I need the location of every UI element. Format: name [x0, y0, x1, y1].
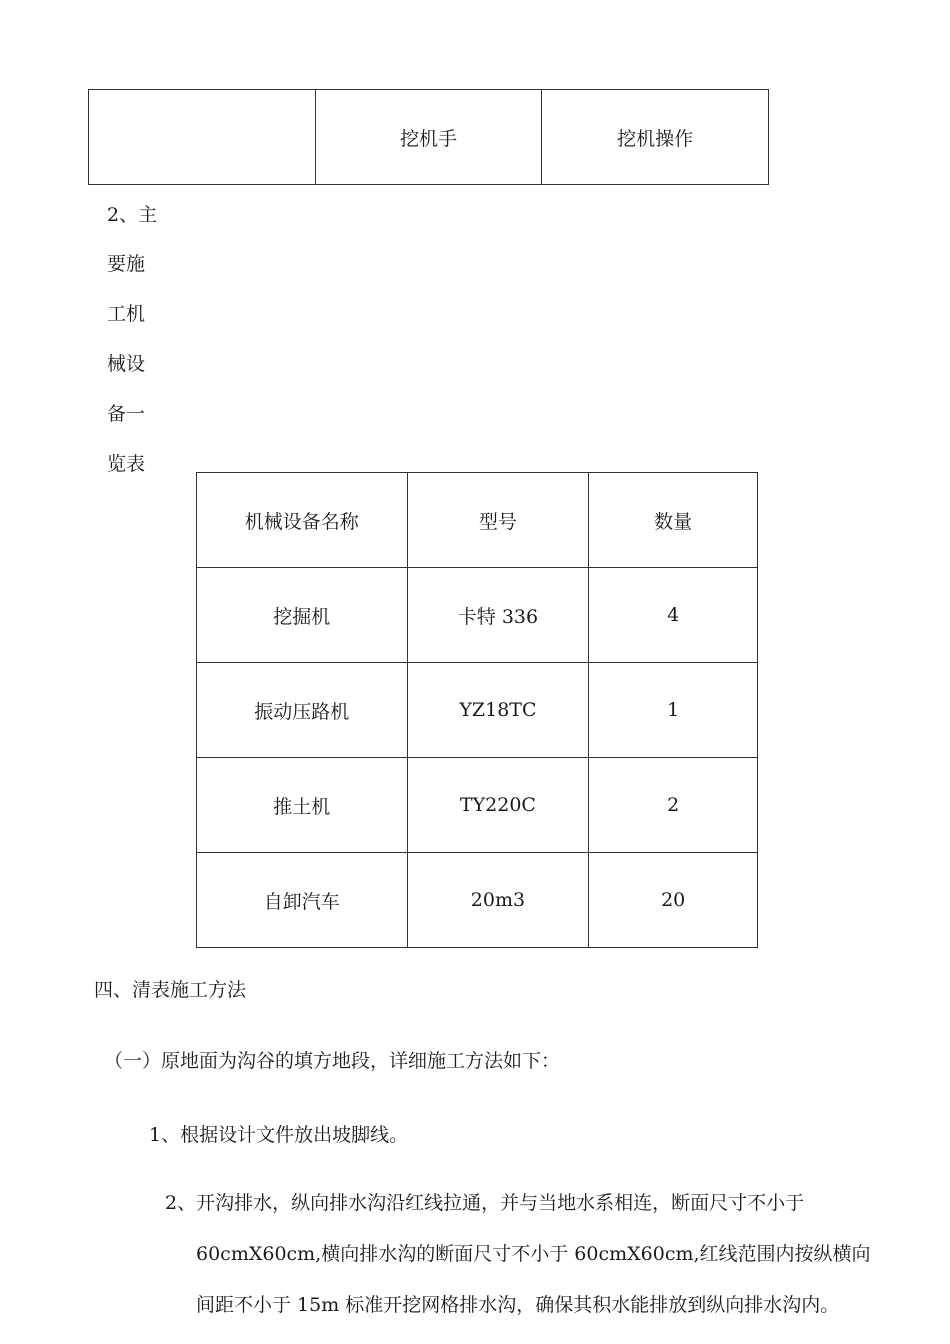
step-2-line-1: 2、开沟排水，纵向排水沟沿红线拉通，并与当地水系相连，断面尺寸不小于	[165, 1192, 805, 1214]
heading-line: 要施	[107, 253, 146, 275]
subsection-1-title: （一）原地面为沟谷的填方地段，详细施工方法如下：	[104, 1050, 561, 1072]
table-row	[89, 90, 769, 185]
heading-line: 械设	[107, 353, 146, 375]
table-cell	[89, 90, 316, 185]
table-row	[197, 568, 758, 663]
table-cell: 自卸汽车	[197, 853, 408, 948]
section-4-title: 四、清表施工方法	[94, 979, 247, 1001]
heading-line: 工机	[107, 303, 146, 325]
table-cell: 1	[589, 663, 758, 758]
table-row	[197, 663, 758, 758]
personnel-table	[88, 89, 769, 185]
table-header-row	[197, 473, 758, 568]
table-cell: 挖机手	[315, 90, 542, 185]
table-cell: 20	[589, 853, 758, 948]
header-cell: 机械设备名称	[197, 473, 408, 568]
table-cell: TY220C	[407, 758, 589, 853]
step-2-line-2: 60cmX60cm,横向排水沟的断面尺寸不小于 60cmX60cm,红线范围内按纵横向	[196, 1243, 871, 1265]
table-row	[197, 853, 758, 948]
table-cell: 4	[589, 568, 758, 663]
table-cell: 推土机	[197, 758, 408, 853]
heading-line: 览表	[107, 453, 146, 475]
step-2-line-3: 间距不小于 15m 标准开挖网格排水沟，确保其积水能排放到纵向排水沟内。	[196, 1294, 840, 1316]
table-cell: YZ18TC	[407, 663, 589, 758]
table-cell: 卡特 336	[407, 568, 589, 663]
table-row	[197, 758, 758, 853]
table-cell: 2	[589, 758, 758, 853]
table-cell: 挖掘机	[197, 568, 408, 663]
table-cell: 20m3	[407, 853, 589, 948]
table-cell: 挖机操作	[542, 90, 769, 185]
step-1-text: 1、根据设计文件放出坡脚线。	[149, 1124, 409, 1146]
equipment-table	[196, 472, 758, 948]
header-cell: 数量	[589, 473, 758, 568]
table-cell: 振动压路机	[197, 663, 408, 758]
heading-line: 备一	[107, 403, 146, 425]
header-cell: 型号	[407, 473, 589, 568]
heading-line: 2、主	[107, 204, 158, 226]
